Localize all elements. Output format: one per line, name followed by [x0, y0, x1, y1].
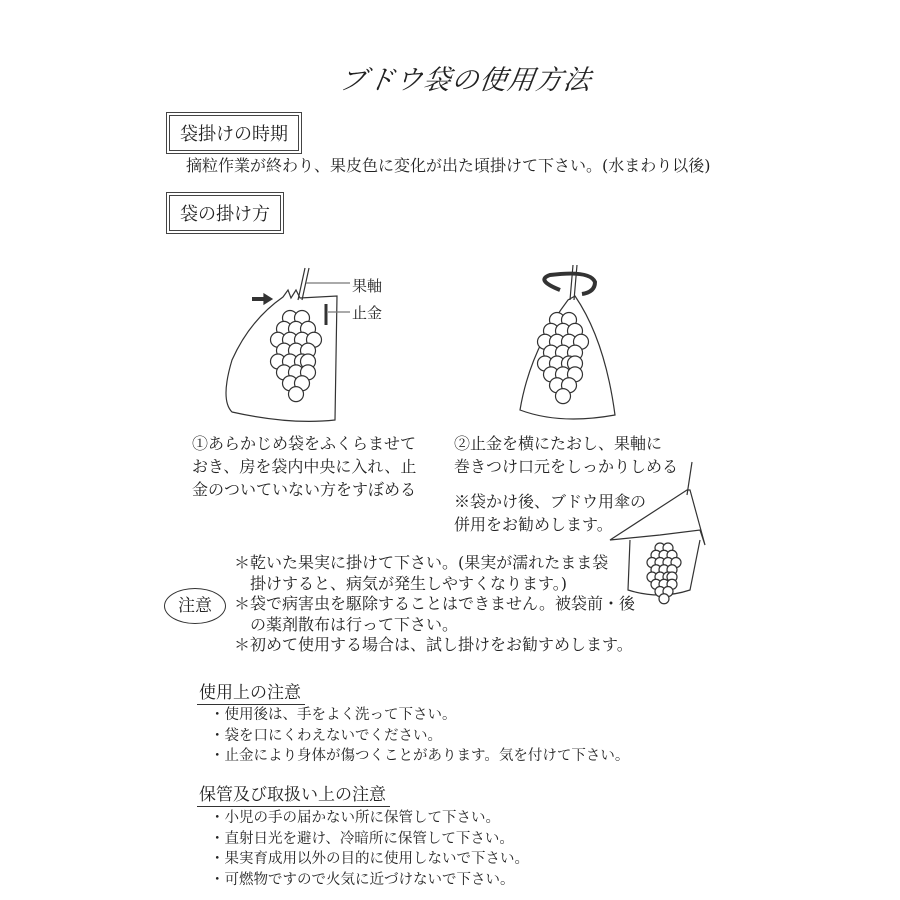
- umbrella-note: ※袋かけ後、ブドウ用傘の 併用をお勧めします。: [454, 492, 647, 534]
- grape-icon: [556, 389, 571, 404]
- timing-text: 摘粒作業が終わり、果皮色に変化が出た頃掛けて下さい。(水まわり以後): [186, 156, 711, 175]
- list-item: ・可燃物ですので火気に近づけないで下さい。: [210, 871, 515, 888]
- step2-bag-illustration: [520, 265, 615, 419]
- page-title: ブドウ袋の使用方法: [337, 65, 594, 96]
- caution-badge: 注意: [164, 588, 226, 624]
- label-clip: 止金: [352, 304, 383, 322]
- usage-list: [210, 705, 629, 767]
- storage-list: [210, 808, 529, 890]
- usage-heading: 使用上の注意: [197, 678, 305, 705]
- step2-caption: ②止金を横にたおし、果軸に 巻きつけ口元をしっかりしめる: [454, 434, 679, 476]
- list-item: ・止金により身体が傷つくことがあります。気を付けて下さい。: [210, 748, 630, 764]
- section-heading-method: 袋の掛け方: [166, 192, 284, 234]
- storage-heading: 保管及び取扱い上の注意: [197, 780, 390, 807]
- list-item: ・果実育成用以外の目的に使用しないで下さい。: [210, 851, 529, 867]
- list-item: ・小児の手の届かない所に保管して下さい。: [210, 810, 500, 826]
- step1-caption: ①あらかじめ袋をふくらませて おき、房を袋内中央に入れ、止 金のついていない方をすぼめる: [192, 434, 417, 499]
- list-item: ・使用後は、手をよく洗って下さい。: [210, 707, 457, 723]
- step1-bag-illustration: [226, 268, 350, 421]
- caution-list: ＊乾いた果実に掛けて下さい。(果実が濡れたまま袋 掛けすると、病気が発生しやすくなります。) ＊袋で病害虫を駆除することはできません。被袋前・後 の薬剤散布は行って下さい。 ＊初めて使用する場合は、試し掛けをお勧すめします。: [234, 553, 635, 654]
- grape-icon: [289, 387, 304, 402]
- list-item: ・直射日光を避け、冷暗所に保管して下さい。: [210, 830, 514, 847]
- label-stem: 果軸: [352, 277, 383, 295]
- section-heading-timing: 袋掛けの時期: [166, 112, 302, 154]
- grape-icon: [659, 594, 669, 604]
- list-item: ・袋を口にくわえないでください。: [210, 727, 442, 744]
